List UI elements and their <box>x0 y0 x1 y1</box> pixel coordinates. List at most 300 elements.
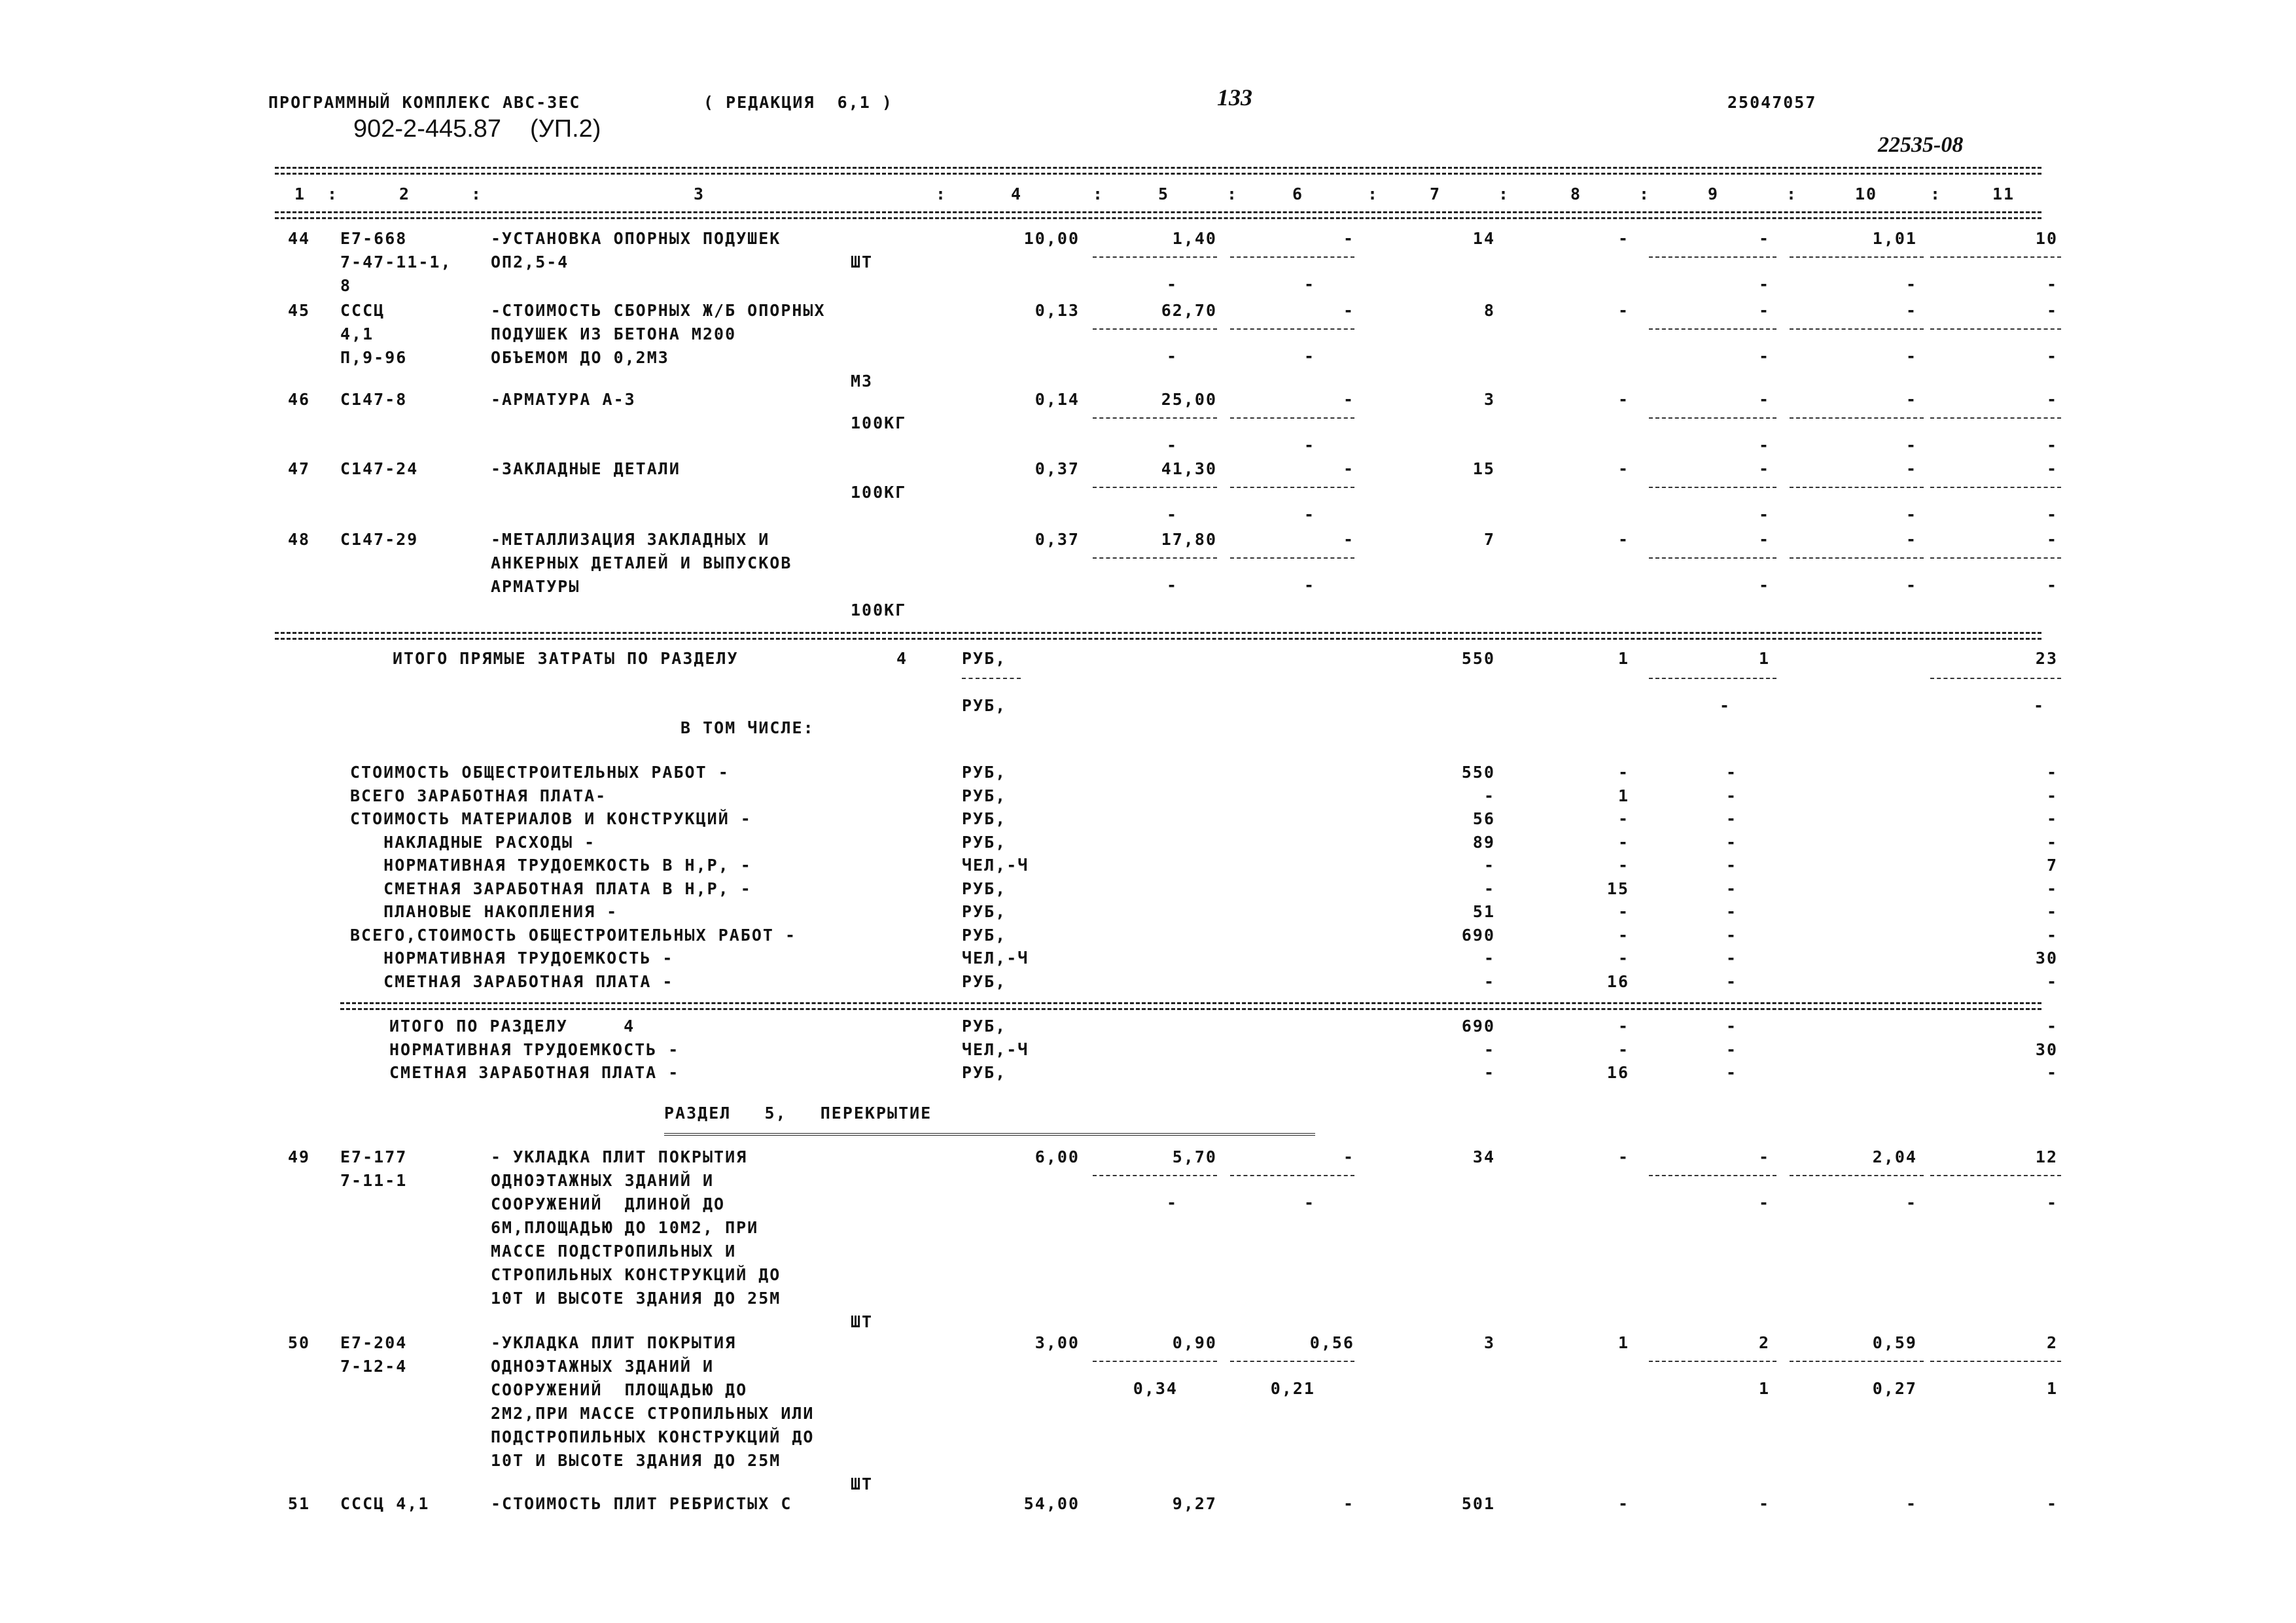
value-c4: 0,13 <box>1034 301 1080 320</box>
work-description: -УКЛАДКА ПЛИТ ПОКРЫТИЯ <box>491 1333 737 1352</box>
section-total-c9: - <box>1725 1017 1737 1036</box>
work-description: -СТОИМОСТЬ ПЛИТ РЕБРИСТЫХ С <box>491 1494 792 1513</box>
work-description: 6М,ПЛОЩАДЬЮ ДО 10М2, ПРИ <box>491 1218 759 1237</box>
value-c8: - <box>1617 1147 1629 1166</box>
summary-c11: - <box>2046 925 2058 945</box>
value-c11-b: - <box>2046 436 2058 455</box>
column-separator: : <box>1093 184 1104 203</box>
summary-unit: ЧЕЛ,-Ч <box>962 949 1029 968</box>
rate-code: 7-47-11-1, <box>340 253 452 271</box>
rule-line <box>1093 1175 1217 1176</box>
work-description: ОДНОЭТАЖНЫХ ЗДАНИЙ И <box>491 1357 715 1376</box>
doc-code: 902-2-445.87 <box>353 115 502 143</box>
value-c6-b: - <box>1303 347 1315 366</box>
rule-line <box>1790 328 1924 330</box>
value-c7: 15 <box>1472 459 1495 478</box>
rule-line <box>1093 1361 1217 1362</box>
value-c9: 2 <box>1758 1333 1770 1352</box>
rate-code: СССЦ 4,1 <box>340 1494 430 1513</box>
summary-unit: РУБ, <box>962 925 1007 945</box>
column-separator: : <box>1498 184 1510 203</box>
value-c6: - <box>1343 459 1354 478</box>
rule-line <box>1093 487 1217 488</box>
value-c10-b: - <box>1905 576 1917 595</box>
album-code: (УП.2) <box>530 115 601 143</box>
summary-c8: - <box>1617 949 1629 968</box>
summary-c7: - <box>1483 949 1495 968</box>
summary-label: НОРМАТИВНАЯ ТРУДОЕМКОСТЬ В Н,Р, - <box>350 856 752 875</box>
value-c11: - <box>2046 301 2058 320</box>
column-separator: : <box>1786 184 1798 203</box>
summary-c8: 1 <box>1617 786 1629 805</box>
work-description: - УКЛАДКА ПЛИТ ПОКРЫТИЯ <box>491 1147 748 1166</box>
value-c9: - <box>1758 229 1770 248</box>
rate-code: 4,1 <box>340 324 374 343</box>
rule-line <box>1930 1175 2061 1176</box>
rate-code: Е7-204 <box>340 1333 408 1352</box>
row-number: 44 <box>288 229 311 248</box>
value-c10-b: - <box>1905 1193 1917 1212</box>
rule-line <box>1790 557 1924 559</box>
value-c10-b: - <box>1905 505 1917 524</box>
summary-c7: - <box>1483 786 1495 805</box>
rule-line <box>1649 1175 1776 1176</box>
summary-unit: РУБ, <box>962 763 1007 782</box>
value-c9: - <box>1758 530 1770 549</box>
summary-c8: - <box>1617 925 1629 945</box>
rule-line <box>1649 328 1776 330</box>
value-c5-b: - <box>1166 275 1178 294</box>
rule-line <box>1930 328 2061 330</box>
work-description: -МЕТАЛЛИЗАЦИЯ ЗАКЛАДНЫХ И <box>491 530 770 549</box>
summary-c9: - <box>1725 763 1737 782</box>
section-total-label: НОРМАТИВНАЯ ТРУДОЕМКОСТЬ - <box>389 1039 680 1059</box>
summary-unit: РУБ, <box>962 971 1007 991</box>
rule-line <box>1649 256 1776 258</box>
summary-c7: - <box>1483 879 1495 898</box>
section-total-c9: - <box>1725 1039 1737 1059</box>
value-c5-b: - <box>1166 436 1178 455</box>
summary-unit: РУБ, <box>962 786 1007 805</box>
value-c11-b: - <box>2046 275 2058 294</box>
rule-line <box>1093 417 1217 419</box>
summary-label: СТОИМОСТЬ ОБЩЕСТРОИТЕЛЬНЫХ РАБОТ - <box>350 763 730 782</box>
value-c4: 3,00 <box>1034 1333 1080 1352</box>
work-description: ОДНОЭТАЖНЫХ ЗДАНИЙ И <box>491 1171 715 1190</box>
value-c10-b: - <box>1905 347 1917 366</box>
row-number: 49 <box>288 1147 311 1166</box>
column-number: 1 <box>294 184 306 203</box>
work-description: СООРУЖЕНИЙ ДЛИНОЙ ДО <box>491 1195 726 1213</box>
value-c6: - <box>1343 1147 1354 1166</box>
total-unit-b: РУБ, <box>962 696 1007 715</box>
value-c8: - <box>1617 390 1629 409</box>
value-c5-b: - <box>1166 505 1178 524</box>
work-description: МАССЕ ПОДСТРОПИЛЬНЫХ И <box>491 1242 737 1261</box>
value-c8: - <box>1617 530 1629 549</box>
summary-label: ПЛАНОВЫЕ НАКОПЛЕНИЯ - <box>350 902 618 921</box>
section-total-c11: - <box>2046 1063 2058 1082</box>
page-number: 133 <box>1217 84 1252 111</box>
rule-line <box>1790 1175 1924 1176</box>
value-c10: 0,59 <box>1872 1333 1917 1352</box>
value-c11: 2 <box>2046 1333 2058 1352</box>
total-direct-label: ИТОГО ПРЯМЫЕ ЗАТРАТЫ ПО РАЗДЕЛУ <box>393 649 739 668</box>
total-c11: 23 <box>2035 649 2058 668</box>
total-c7: 550 <box>1461 649 1495 668</box>
total-c9: 1 <box>1758 649 1770 668</box>
value-c5: 9,27 <box>1172 1494 1217 1513</box>
column-separator: : <box>327 184 339 203</box>
summary-c7: 51 <box>1472 902 1495 921</box>
section-total-c7: 690 <box>1461 1017 1495 1036</box>
unit: 100КГ <box>851 413 907 432</box>
stamp-number: 22535-08 <box>1878 133 1964 157</box>
value-c5: 17,80 <box>1161 530 1217 549</box>
section-total-unit: РУБ, <box>962 1017 1007 1036</box>
section-total-c8: - <box>1617 1039 1629 1059</box>
value-c6-b: - <box>1303 505 1315 524</box>
summary-c9: - <box>1725 856 1737 875</box>
summary-label: НАКЛАДНЫЕ РАСХОДЫ - <box>350 832 596 852</box>
section-total-c9: - <box>1725 1063 1737 1082</box>
rate-code: Е7-668 <box>340 229 408 248</box>
rate-code: СССЦ <box>340 301 385 320</box>
rule-line <box>1790 1361 1924 1362</box>
section-total-c7: - <box>1483 1039 1495 1059</box>
program-title: ПРОГРАММНЫЙ КОМПЛЕКС АВС-ЗЕС <box>268 93 581 112</box>
value-c7: 3 <box>1483 390 1495 409</box>
summary-c7: 690 <box>1461 925 1495 945</box>
rate-code: С147-24 <box>340 459 419 478</box>
rule-line <box>1230 417 1354 419</box>
total-c8: 1 <box>1617 649 1629 668</box>
value-c5: 41,30 <box>1161 459 1217 478</box>
summary-unit: РУБ, <box>962 809 1007 828</box>
value-c6-b: - <box>1303 576 1315 595</box>
column-separator: : <box>471 184 483 203</box>
section-title: РАЗДЕЛ 5, ПЕРЕКРЫТИЕ <box>664 1104 932 1123</box>
rate-code: Е7-177 <box>340 1147 408 1166</box>
rule-line <box>1930 256 2061 258</box>
value-c6: - <box>1343 530 1354 549</box>
value-c11-b: - <box>2046 576 2058 595</box>
row-number: 47 <box>288 459 311 478</box>
work-description: -УСТАНОВКА ОПОРНЫХ ПОДУШЕК <box>491 229 781 248</box>
total-unit: РУБ, <box>962 649 1007 668</box>
value-c7: 34 <box>1472 1147 1495 1166</box>
rule-line <box>1930 1361 2061 1362</box>
value-c10-b: - <box>1905 436 1917 455</box>
summary-unit: РУБ, <box>962 832 1007 852</box>
value-c4: 6,00 <box>1034 1147 1080 1166</box>
value-c9-b: - <box>1758 436 1770 455</box>
work-description: АНКЕРНЫХ ДЕТАЛЕЙ И ВЫПУСКОВ <box>491 553 792 572</box>
rule-line <box>1230 1361 1354 1362</box>
row-number: 46 <box>288 390 311 409</box>
value-c5-b: 0,34 <box>1133 1379 1178 1398</box>
summary-c11: - <box>2046 902 2058 921</box>
section-total-c8: 16 <box>1606 1063 1629 1082</box>
value-c8: 1 <box>1617 1333 1629 1352</box>
summary-c8: - <box>1617 902 1629 921</box>
rule-line <box>1930 417 2061 419</box>
rule-line <box>1649 1361 1776 1362</box>
rule-line <box>1790 256 1924 258</box>
unit: ШТ <box>851 1475 874 1493</box>
value-c6-b: - <box>1303 436 1315 455</box>
summary-c7: 89 <box>1472 832 1495 852</box>
rule-line <box>962 678 1021 679</box>
column-separator: : <box>1930 184 1942 203</box>
summary-c9: - <box>1725 809 1737 828</box>
work-description: -ЗАКЛАДНЫЕ ДЕТАЛИ <box>491 459 680 478</box>
summary-c8: 15 <box>1606 879 1629 898</box>
value-c6: - <box>1343 229 1354 248</box>
summary-c11: 30 <box>2035 949 2058 968</box>
summary-unit: ЧЕЛ,-Ч <box>962 856 1029 875</box>
summary-label: СМЕТНАЯ ЗАРАБОТНАЯ ПЛАТА - <box>350 971 674 991</box>
section-total-c11: 30 <box>2035 1039 2058 1059</box>
including-label: В ТОМ ЧИСЛЕ: <box>680 718 815 737</box>
value-c5-b: - <box>1166 347 1178 366</box>
summary-c9: - <box>1725 832 1737 852</box>
column-number: 2 <box>399 184 411 203</box>
value-c8: - <box>1617 1494 1629 1513</box>
value-c9: - <box>1758 459 1770 478</box>
summary-c9: - <box>1725 925 1737 945</box>
value-c6-b: - <box>1303 1193 1315 1212</box>
rate-code: П,9-96 <box>340 348 408 367</box>
value-c10: - <box>1905 459 1917 478</box>
summary-label: СМЕТНАЯ ЗАРАБОТНАЯ ПЛАТА В Н,Р, - <box>350 879 752 898</box>
column-number: 9 <box>1708 184 1720 203</box>
summary-label: НОРМАТИВНАЯ ТРУДОЕМКОСТЬ - <box>350 949 674 968</box>
value-c5: 1,40 <box>1172 229 1217 248</box>
rate-code: 7-11-1 <box>340 1171 408 1190</box>
summary-unit: РУБ, <box>962 902 1007 921</box>
section-total-label: ИТОГО ПО РАЗДЕЛУ 4 <box>389 1017 635 1036</box>
value-c11: - <box>2046 1494 2058 1513</box>
value-c9-b: - <box>1758 275 1770 294</box>
work-description: 10Т И ВЫСОТЕ ЗДАНИЯ ДО 25М <box>491 1289 781 1308</box>
unit: 100КГ <box>851 601 907 620</box>
value-c9: - <box>1758 301 1770 320</box>
value-c4: 0,37 <box>1034 459 1080 478</box>
summary-c7: 56 <box>1472 809 1495 828</box>
section-total-c11: - <box>2046 1017 2058 1036</box>
value-c9: - <box>1758 1147 1770 1166</box>
section-total-unit: РУБ, <box>962 1063 1007 1082</box>
summary-c11: - <box>2046 809 2058 828</box>
column-separator: : <box>936 184 947 203</box>
summary-c9: - <box>1725 902 1737 921</box>
work-description: ОП2,5-4 <box>491 253 569 271</box>
summary-label: СТОИМОСТЬ МАТЕРИАЛОВ И КОНСТРУКЦИЙ - <box>350 809 752 828</box>
work-description: -АРМАТУРА А-3 <box>491 390 636 409</box>
work-description: ПОДУШЕК ИЗ БЕТОНА М200 <box>491 324 737 343</box>
value-c11: - <box>2046 459 2058 478</box>
rule-line <box>1930 487 2061 488</box>
rule-line <box>1930 678 2061 679</box>
rule-line <box>1790 487 1924 488</box>
section-total-unit: ЧЕЛ,-Ч <box>962 1039 1029 1059</box>
summary-c8: - <box>1617 763 1629 782</box>
rule-line <box>1093 557 1217 559</box>
summary-c7: - <box>1483 971 1495 991</box>
summary-label: ВСЕГО,СТОИМОСТЬ ОБЩЕСТРОИТЕЛЬНЫХ РАБОТ - <box>350 925 797 945</box>
rate-code: 7-12-4 <box>340 1357 408 1376</box>
summary-c11: - <box>2046 832 2058 852</box>
value-c11-b: - <box>2046 347 2058 366</box>
summary-c7: - <box>1483 856 1495 875</box>
work-description: 10Т И ВЫСОТЕ ЗДАНИЯ ДО 25М <box>491 1451 781 1470</box>
section-total-c7: - <box>1483 1063 1495 1082</box>
rule-line <box>1930 557 2061 559</box>
column-number: 10 <box>1855 184 1878 203</box>
value-c8: - <box>1617 301 1629 320</box>
summary-c9: - <box>1725 879 1737 898</box>
value-c9-b: - <box>1758 576 1770 595</box>
summary-unit: РУБ, <box>962 879 1007 898</box>
summary-c8: - <box>1617 832 1629 852</box>
value-c6: - <box>1343 301 1354 320</box>
value-c6: 0,56 <box>1309 1333 1354 1352</box>
summary-label: ВСЕГО ЗАРАБОТНАЯ ПЛАТА- <box>350 786 607 805</box>
section-total-label: СМЕТНАЯ ЗАРАБОТНАЯ ПЛАТА - <box>389 1063 680 1082</box>
rate-code: С147-8 <box>340 390 408 409</box>
summary-c8: - <box>1617 809 1629 828</box>
summary-c11: - <box>2046 971 2058 991</box>
rule-line <box>664 1133 1315 1136</box>
rule-line <box>1230 256 1354 258</box>
value-c6-b: - <box>1303 275 1315 294</box>
value-c9: - <box>1758 390 1770 409</box>
summary-c7: 550 <box>1461 763 1495 782</box>
value-c7: 501 <box>1461 1494 1495 1513</box>
value-c11-b: - <box>2046 1193 2058 1212</box>
rule-line <box>340 1008 2041 1010</box>
value-c6: - <box>1343 390 1354 409</box>
value-c8: - <box>1617 459 1629 478</box>
value-c4: 0,37 <box>1034 530 1080 549</box>
value-c5: 5,70 <box>1172 1147 1217 1166</box>
summary-c11: 7 <box>2046 856 2058 875</box>
summary-c9: - <box>1725 971 1737 991</box>
unit: ШТ <box>851 1312 874 1331</box>
rule-line <box>1230 557 1354 559</box>
value-c10: - <box>1905 301 1917 320</box>
summary-c11: - <box>2046 879 2058 898</box>
rule-line <box>1230 1175 1354 1176</box>
summary-c11: - <box>2046 763 2058 782</box>
column-separator: : <box>1639 184 1651 203</box>
value-c6: - <box>1343 1494 1354 1513</box>
section-total-c8: - <box>1617 1017 1629 1036</box>
value-c11-b: - <box>2046 505 2058 524</box>
value-c7: 14 <box>1472 229 1495 248</box>
value-c5: 25,00 <box>1161 390 1217 409</box>
column-separator: : <box>1368 184 1379 203</box>
value-c10: 2,04 <box>1872 1147 1917 1166</box>
row-number: 45 <box>288 301 311 320</box>
column-number: 7 <box>1430 184 1441 203</box>
rule-line <box>275 632 2041 634</box>
total-c9-b: - <box>1719 696 1731 715</box>
column-separator: : <box>1227 184 1239 203</box>
value-c11-b: 1 <box>2046 1379 2058 1398</box>
value-c7: 3 <box>1483 1333 1495 1352</box>
value-c11: 12 <box>2035 1147 2058 1166</box>
doc-code-right: 25047057 <box>1727 93 1817 112</box>
value-c11: - <box>2046 530 2058 549</box>
value-c9-b: - <box>1758 1193 1770 1212</box>
rule-line <box>1093 256 1217 258</box>
work-description: 2М2,ПРИ МАССЕ СТРОПИЛЬНЫХ ИЛИ <box>491 1404 815 1423</box>
value-c10: - <box>1905 530 1917 549</box>
value-c5: 62,70 <box>1161 301 1217 320</box>
value-c5: 0,90 <box>1172 1333 1217 1352</box>
value-c5-b: - <box>1166 1193 1178 1212</box>
unit: 100КГ <box>851 483 907 502</box>
rule-line <box>1230 487 1354 488</box>
row-number: 48 <box>288 530 311 549</box>
total-direct-section: 4 <box>896 649 908 668</box>
summary-c11: - <box>2046 786 2058 805</box>
value-c10-b: - <box>1905 275 1917 294</box>
column-number: 6 <box>1292 184 1304 203</box>
value-c9-b: 1 <box>1758 1379 1770 1398</box>
value-c10: 1,01 <box>1872 229 1917 248</box>
rule-line <box>1649 417 1776 419</box>
program-version: ( РЕДАКЦИЯ 6,1 ) <box>703 93 893 112</box>
value-c5-b: - <box>1166 576 1178 595</box>
value-c4: 54,00 <box>1023 1494 1080 1513</box>
rule-line <box>1230 328 1354 330</box>
work-description: ПОДСТРОПИЛЬНЫХ КОНСТРУКЦИЙ ДО <box>491 1427 815 1446</box>
column-number: 5 <box>1158 184 1170 203</box>
unit: ШТ <box>851 253 874 271</box>
summary-c9: - <box>1725 786 1737 805</box>
value-c9-b: - <box>1758 505 1770 524</box>
work-description: АРМАТУРЫ <box>491 577 580 596</box>
column-number: 8 <box>1570 184 1582 203</box>
work-description: СТРОПИЛЬНЫХ КОНСТРУКЦИЙ ДО <box>491 1265 781 1284</box>
total-c11-b: - <box>2033 696 2045 715</box>
rate-code: С147-29 <box>340 530 419 549</box>
work-description: СООРУЖЕНИЙ ПЛОЩАДЬЮ ДО <box>491 1380 748 1399</box>
value-c9-b: - <box>1758 347 1770 366</box>
rule-line <box>1649 678 1776 679</box>
value-c10-b: 0,27 <box>1872 1379 1917 1398</box>
value-c4: 0,14 <box>1034 390 1080 409</box>
rule-line <box>1790 417 1924 419</box>
row-number: 50 <box>288 1333 311 1352</box>
value-c9: - <box>1758 1494 1770 1513</box>
value-c7: 8 <box>1483 301 1495 320</box>
column-number: 3 <box>694 184 705 203</box>
value-c11: - <box>2046 390 2058 409</box>
value-c7: 7 <box>1483 530 1495 549</box>
value-c10: - <box>1905 1494 1917 1513</box>
row-number: 51 <box>288 1494 311 1513</box>
rule-line <box>1093 328 1217 330</box>
rule-line <box>340 1002 2041 1004</box>
value-c6-b: 0,21 <box>1270 1379 1315 1398</box>
rule-line <box>1649 557 1776 559</box>
summary-c8: 16 <box>1606 971 1629 991</box>
rule-line <box>275 638 2041 640</box>
